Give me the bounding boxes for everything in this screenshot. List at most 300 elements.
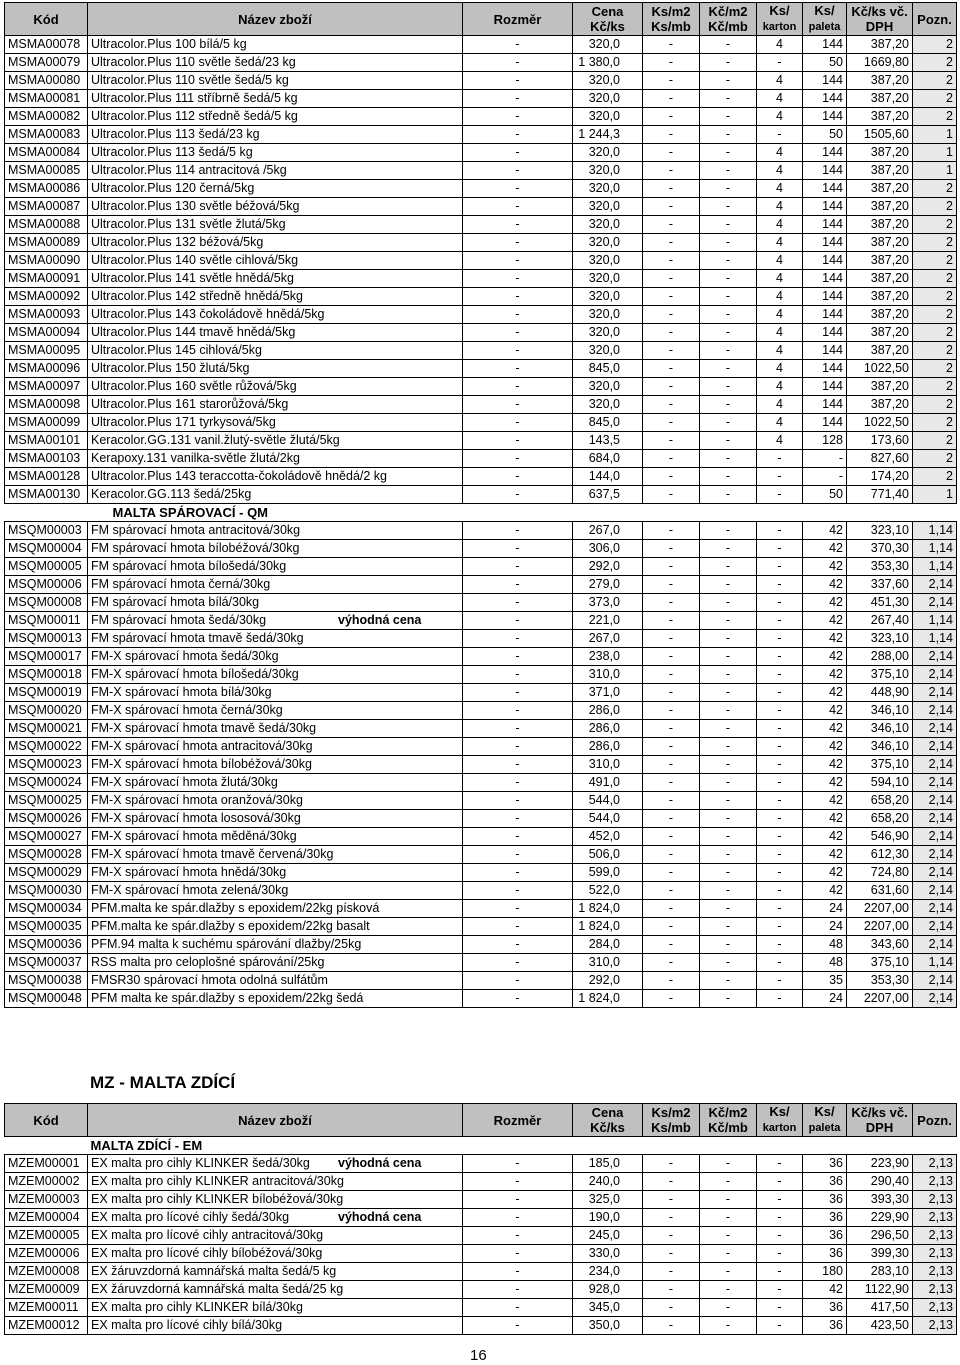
cell-pozn: 2 <box>913 252 957 270</box>
cell-kod: MSQM00048 <box>5 990 88 1008</box>
cell-cena: 1 824,0 <box>573 990 643 1008</box>
cell-ksm2: - <box>643 1209 700 1227</box>
cell-pozn: 2 <box>913 306 957 324</box>
cell-dph: 387,20 <box>847 378 913 396</box>
product-name: PFM.malta ke spár.dlažby s epoxidem/22kg basalt <box>91 919 370 933</box>
table-row <box>5 738 957 756</box>
cell-cena: 928,0 <box>573 1281 643 1299</box>
cell-karton: - <box>757 774 803 792</box>
cell-karton: - <box>757 1173 803 1191</box>
cell-kod: MSQM00008 <box>5 594 88 612</box>
cell-ksm2: - <box>643 252 700 270</box>
cell-kod: MZEM00001 <box>5 1155 88 1173</box>
product-name: FM-X spárovací hmota zelená/30kg <box>91 883 289 897</box>
cell-dph: 387,20 <box>847 342 913 360</box>
product-name: PFM.malta ke spár.dlažby s epoxidem/22kg písková <box>91 901 380 915</box>
table-row <box>5 108 957 126</box>
cell-kod: MSMA00101 <box>5 432 88 450</box>
cell-ksm2: - <box>643 1263 700 1281</box>
cell-karton: 4 <box>757 288 803 306</box>
cell-paleta: 144 <box>803 72 847 90</box>
cell-dph: 296,50 <box>847 1227 913 1245</box>
product-name: FM-X spárovací hmota tmavě červená/30kg <box>91 847 334 861</box>
cell-pozn: 2 <box>913 198 957 216</box>
cell-ksm2: - <box>643 432 700 450</box>
table-row <box>5 144 957 162</box>
cell-pozn: 2 <box>913 468 957 486</box>
cell-ksm2: - <box>643 468 700 486</box>
cell-paleta: 36 <box>803 1191 847 1209</box>
table-row <box>5 1155 957 1173</box>
cell-ksm2: - <box>643 972 700 990</box>
cell-paleta: 42 <box>803 1281 847 1299</box>
cell-cena: 1 824,0 <box>573 918 643 936</box>
cell-ksm2: - <box>643 126 700 144</box>
cell-paleta: 128 <box>803 432 847 450</box>
cell-kod: MSMA00091 <box>5 270 88 288</box>
cell-kcm2: - <box>700 360 757 378</box>
product-name: Ultracolor.Plus 140 světle cihlová/5kg <box>91 253 299 267</box>
product-name: EX žáruvzdorná kamnářská malta šedá/25 kg <box>91 1282 344 1296</box>
cell-cena: 234,0 <box>573 1263 643 1281</box>
cell-rozmer: - <box>463 900 573 918</box>
cell-pozn: 2,13 <box>913 1227 957 1245</box>
col-nazev: Název zboží <box>88 3 463 36</box>
cell-kcm2: - <box>700 1191 757 1209</box>
cell-kcm2: - <box>700 1299 757 1317</box>
cell-karton: 4 <box>757 342 803 360</box>
cell-pozn: 1 <box>913 162 957 180</box>
cell-cena: 320,0 <box>573 36 643 54</box>
product-name: Ultracolor.Plus 114 antracitová /5kg <box>91 163 287 177</box>
table-row <box>5 720 957 738</box>
cell-karton: - <box>757 882 803 900</box>
cell-ksm2: - <box>643 918 700 936</box>
cell-pozn: 2,13 <box>913 1191 957 1209</box>
cell-karton: - <box>757 792 803 810</box>
cell-cena: 373,0 <box>573 594 643 612</box>
cell-nazev <box>88 432 463 450</box>
cell-karton: - <box>757 1245 803 1263</box>
table-row <box>5 126 957 144</box>
cell-pozn: 2,14 <box>913 702 957 720</box>
table-row <box>5 342 957 360</box>
cell-rozmer: - <box>463 612 573 630</box>
cell-kod: MZEM00008 <box>5 1263 88 1281</box>
cell-ksm2: - <box>643 774 700 792</box>
product-name: FM-X spárovací hmota černá/30kg <box>91 703 283 717</box>
cell-pozn: 2,14 <box>913 756 957 774</box>
product-name: Ultracolor.Plus 141 světle hnědá/5kg <box>91 271 294 285</box>
cell-dph: 387,20 <box>847 252 913 270</box>
cell-kcm2: - <box>700 810 757 828</box>
cell-karton: 4 <box>757 108 803 126</box>
cell-cena: 320,0 <box>573 288 643 306</box>
cell-ksm2: - <box>643 864 700 882</box>
cell-karton: 4 <box>757 72 803 90</box>
cell-ksm2: - <box>643 558 700 576</box>
cell-ksm2: - <box>643 828 700 846</box>
cell-paleta: 144 <box>803 162 847 180</box>
cell-nazev <box>88 396 463 414</box>
product-name: Kerapoxy.131 vanilka-světle žlutá/2kg <box>91 451 300 465</box>
table-row <box>5 1191 957 1209</box>
product-name: Ultracolor.Plus 132 béžová/5kg <box>91 235 264 249</box>
cell-pozn: 1 <box>913 126 957 144</box>
cell-paleta: 144 <box>803 360 847 378</box>
cell-pozn: 2,14 <box>913 576 957 594</box>
cell-karton: - <box>757 540 803 558</box>
cell-kod: MSMA00103 <box>5 450 88 468</box>
cell-cena: 599,0 <box>573 864 643 882</box>
cell-kod: MSMA00128 <box>5 468 88 486</box>
table-row <box>5 648 957 666</box>
cell-dph: 1022,50 <box>847 360 913 378</box>
cell-kcm2: - <box>700 720 757 738</box>
cell-cena: 1 824,0 <box>573 900 643 918</box>
cell-kcm2: - <box>700 684 757 702</box>
cell-ksm2: - <box>643 702 700 720</box>
product-name: Ultracolor.Plus 111 stříbrně šedá/5 kg <box>91 91 298 105</box>
cell-nazev <box>88 576 463 594</box>
col-ksm2: Ks/m2 Ks/mb <box>643 3 700 36</box>
cell-dph: 1122,90 <box>847 1281 913 1299</box>
cell-ksm2: - <box>643 342 700 360</box>
col-paleta: Ks/ paleta <box>803 3 847 36</box>
product-name: FM-X spárovací hmota bílá/30kg <box>91 685 272 699</box>
cell-kod: MSQM00027 <box>5 828 88 846</box>
table-row <box>5 828 957 846</box>
cell-paleta: 42 <box>803 882 847 900</box>
cell-dph: 290,40 <box>847 1173 913 1191</box>
cell-cena: 190,0 <box>573 1209 643 1227</box>
table-row <box>5 522 957 540</box>
cell-paleta: 35 <box>803 972 847 990</box>
cell-nazev <box>88 612 463 630</box>
cell-kcm2: - <box>700 666 757 684</box>
product-name: Ultracolor.Plus 142 středně hnědá/5kg <box>91 289 303 303</box>
cell-rozmer: - <box>463 666 573 684</box>
cell-rozmer: - <box>463 360 573 378</box>
cell-ksm2: - <box>643 216 700 234</box>
cell-cena: 350,0 <box>573 1317 643 1335</box>
cell-nazev <box>88 1155 463 1173</box>
advantage-label: výhodná cena <box>338 1210 422 1224</box>
cell-kcm2: - <box>700 144 757 162</box>
cell-paleta: 36 <box>803 1317 847 1335</box>
table-row <box>5 162 957 180</box>
cell-kod: MSQM00006 <box>5 576 88 594</box>
cell-dph: 594,10 <box>847 774 913 792</box>
cell-nazev <box>88 864 463 882</box>
table-row <box>5 306 957 324</box>
cell-cena: 345,0 <box>573 1299 643 1317</box>
cell-nazev <box>88 72 463 90</box>
product-name: Ultracolor.Plus 171 tyrkysová/5kg <box>91 415 276 429</box>
table-row <box>5 864 957 882</box>
cell-paleta: 180 <box>803 1263 847 1281</box>
product-name: PFM malta ke spár.dlažby s epoxidem/22kg šedá <box>91 991 364 1005</box>
cell-kcm2: - <box>700 36 757 54</box>
cell-nazev <box>88 1263 463 1281</box>
cell-paleta: 144 <box>803 306 847 324</box>
cell-paleta: 42 <box>803 756 847 774</box>
cell-rozmer: - <box>463 990 573 1008</box>
table-row <box>5 1299 957 1317</box>
col-rozmer: Rozměr <box>463 3 573 36</box>
cell-rozmer: - <box>463 198 573 216</box>
cell-paleta: 42 <box>803 594 847 612</box>
cell-kod: MSQM00004 <box>5 540 88 558</box>
cell-paleta: 144 <box>803 378 847 396</box>
cell-paleta: 144 <box>803 108 847 126</box>
cell-cena: 320,0 <box>573 306 643 324</box>
cell-kcm2: - <box>700 324 757 342</box>
cell-cena: 286,0 <box>573 720 643 738</box>
cell-kod: MSQM00035 <box>5 918 88 936</box>
cell-rozmer: - <box>463 954 573 972</box>
cell-ksm2: - <box>643 486 700 504</box>
cell-cena: 320,0 <box>573 144 643 162</box>
cell-pozn: 2,14 <box>913 594 957 612</box>
cell-rozmer: - <box>463 1299 573 1317</box>
cell-nazev <box>88 360 463 378</box>
cell-nazev <box>88 702 463 720</box>
cell-pozn: 1,14 <box>913 540 957 558</box>
section-title-qm: MALTA SPÁROVACÍ - QM <box>112 505 269 520</box>
cell-ksm2: - <box>643 810 700 828</box>
cell-rozmer: - <box>463 1209 573 1227</box>
cell-dph: 771,40 <box>847 486 913 504</box>
cell-pozn: 2,14 <box>913 720 957 738</box>
cell-rozmer: - <box>463 1191 573 1209</box>
cell-pozn: 2,14 <box>913 972 957 990</box>
advantage-label: výhodná cena <box>338 613 422 627</box>
cell-paleta: 48 <box>803 954 847 972</box>
cell-dph: 174,20 <box>847 468 913 486</box>
cell-kcm2: - <box>700 576 757 594</box>
table-row <box>5 468 957 486</box>
cell-karton: 4 <box>757 396 803 414</box>
cell-karton: - <box>757 1191 803 1209</box>
table-body-mzem <box>5 1155 957 1335</box>
advantage-label: výhodná cena <box>338 1156 422 1170</box>
product-name: FM-X spárovací hmota lososová/30kg <box>91 811 301 825</box>
cell-dph: 724,80 <box>847 864 913 882</box>
cell-pozn: 2 <box>913 90 957 108</box>
cell-cena: 320,0 <box>573 378 643 396</box>
cell-rozmer: - <box>463 774 573 792</box>
cell-dph: 323,10 <box>847 630 913 648</box>
col-kod: Kód <box>5 3 88 36</box>
cell-pozn: 2,14 <box>913 864 957 882</box>
cell-dph: 375,10 <box>847 666 913 684</box>
table-row <box>5 900 957 918</box>
cell-kcm2: - <box>700 1227 757 1245</box>
cell-kod: MSQM00024 <box>5 774 88 792</box>
cell-rozmer: - <box>463 414 573 432</box>
cell-nazev <box>88 198 463 216</box>
cell-dph: 387,20 <box>847 234 913 252</box>
cell-karton: 4 <box>757 216 803 234</box>
product-name: FM-X spárovací hmota tmavě šedá/30kg <box>91 721 317 735</box>
cell-dph: 1669,80 <box>847 54 913 72</box>
cell-ksm2: - <box>643 738 700 756</box>
cell-cena: 506,0 <box>573 846 643 864</box>
cell-paleta: 42 <box>803 648 847 666</box>
cell-nazev <box>88 162 463 180</box>
cell-nazev <box>88 756 463 774</box>
cell-nazev <box>88 522 463 540</box>
col-dph: Kč/ks vč. DPH <box>847 3 913 36</box>
cell-kod: MSMA00083 <box>5 126 88 144</box>
cell-paleta: 36 <box>803 1299 847 1317</box>
cell-ksm2: - <box>643 324 700 342</box>
cell-kcm2: - <box>700 648 757 666</box>
cell-kod: MSQM00026 <box>5 810 88 828</box>
cell-pozn: 1,14 <box>913 630 957 648</box>
section-title: MZ - MALTA ZDÍCÍ <box>90 1073 236 1092</box>
table-row <box>5 1317 957 1335</box>
cell-ksm2: - <box>643 360 700 378</box>
cell-dph: 2207,00 <box>847 918 913 936</box>
product-name: Ultracolor.Plus 144 tmavě hnědá/5kg <box>91 325 296 339</box>
cell-kcm2: - <box>700 1281 757 1299</box>
cell-cena: 320,0 <box>573 342 643 360</box>
cell-dph: 337,60 <box>847 576 913 594</box>
cell-karton: 4 <box>757 378 803 396</box>
cell-dph: 353,30 <box>847 558 913 576</box>
cell-rozmer: - <box>463 324 573 342</box>
cell-rozmer: - <box>463 162 573 180</box>
cell-cena: 371,0 <box>573 684 643 702</box>
cell-dph: 2207,00 <box>847 990 913 1008</box>
cell-pozn: 2,14 <box>913 846 957 864</box>
cell-paleta: 42 <box>803 684 847 702</box>
cell-kod: MSQM00029 <box>5 864 88 882</box>
cell-kod: MSQM00020 <box>5 702 88 720</box>
cell-ksm2: - <box>643 720 700 738</box>
cell-karton: - <box>757 648 803 666</box>
table-row <box>5 216 957 234</box>
cell-dph: 399,30 <box>847 1245 913 1263</box>
cell-kod: MSMA00093 <box>5 306 88 324</box>
cell-karton: 4 <box>757 90 803 108</box>
cell-karton: - <box>757 756 803 774</box>
cell-karton: - <box>757 468 803 486</box>
cell-karton: - <box>757 972 803 990</box>
cell-rozmer: - <box>463 864 573 882</box>
cell-dph: 387,20 <box>847 306 913 324</box>
cell-paleta: 144 <box>803 270 847 288</box>
cell-dph: 417,50 <box>847 1299 913 1317</box>
cell-dph: 387,20 <box>847 216 913 234</box>
cell-nazev <box>88 90 463 108</box>
table-row <box>5 972 957 990</box>
cell-paleta: 42 <box>803 576 847 594</box>
cell-rozmer: - <box>463 684 573 702</box>
cell-karton: - <box>757 1299 803 1317</box>
col-nazev: Název zboží <box>88 1104 463 1137</box>
product-name: EX malta pro lícové cihly šedá/30kg <box>91 1210 290 1224</box>
cell-rozmer: - <box>463 972 573 990</box>
cell-dph: 387,20 <box>847 90 913 108</box>
cell-kod: MSMA00098 <box>5 396 88 414</box>
cell-rozmer: - <box>463 540 573 558</box>
cell-cena: 320,0 <box>573 108 643 126</box>
cell-rozmer: - <box>463 594 573 612</box>
cell-ksm2: - <box>643 180 700 198</box>
cell-paleta: 144 <box>803 216 847 234</box>
cell-karton: - <box>757 738 803 756</box>
cell-dph: 346,10 <box>847 738 913 756</box>
product-name: Ultracolor.Plus 150 žlutá/5kg <box>91 361 250 375</box>
cell-ksm2: - <box>643 306 700 324</box>
cell-kod: MSMA00095 <box>5 342 88 360</box>
cell-ksm2: - <box>643 522 700 540</box>
table-row <box>5 594 957 612</box>
cell-kod: MSQM00023 <box>5 756 88 774</box>
cell-nazev <box>88 126 463 144</box>
cell-kcm2: - <box>700 630 757 648</box>
table-row <box>5 1281 957 1299</box>
cell-paleta: 144 <box>803 288 847 306</box>
cell-dph: 393,30 <box>847 1191 913 1209</box>
cell-cena: 310,0 <box>573 666 643 684</box>
cell-karton: - <box>757 576 803 594</box>
cell-kcm2: - <box>700 1209 757 1227</box>
cell-rozmer: - <box>463 846 573 864</box>
cell-paleta: - <box>803 468 847 486</box>
cell-nazev <box>88 828 463 846</box>
cell-pozn: 2 <box>913 450 957 468</box>
table-row <box>5 90 957 108</box>
cell-paleta: 24 <box>803 918 847 936</box>
cell-nazev <box>88 288 463 306</box>
col-paleta: Ks/ paleta <box>803 1104 847 1137</box>
cell-pozn: 1,14 <box>913 522 957 540</box>
cell-karton: - <box>757 126 803 144</box>
cell-rozmer: - <box>463 558 573 576</box>
cell-paleta: 144 <box>803 252 847 270</box>
table-row <box>5 234 957 252</box>
cell-karton: - <box>757 666 803 684</box>
cell-kcm2: - <box>700 522 757 540</box>
cell-kod: MSMA00090 <box>5 252 88 270</box>
cell-karton: - <box>757 558 803 576</box>
table-body-msqm <box>5 522 957 1008</box>
product-name: FM spárovací hmota černá/30kg <box>91 577 271 591</box>
table-row <box>5 54 957 72</box>
cell-kcm2: - <box>700 594 757 612</box>
cell-karton: 4 <box>757 306 803 324</box>
cell-karton: 4 <box>757 270 803 288</box>
cell-karton: - <box>757 594 803 612</box>
product-name: FM spárovací hmota antracitová/30kg <box>91 523 301 537</box>
product-name: EX malta pro cihly KLINKER bílobéžová/30kg <box>91 1192 344 1206</box>
page-number: 16 <box>470 1347 487 1364</box>
cell-karton: 4 <box>757 234 803 252</box>
cell-kcm2: - <box>700 1263 757 1281</box>
cell-karton: 4 <box>757 324 803 342</box>
cell-kcm2: - <box>700 468 757 486</box>
cell-pozn: 2 <box>913 324 957 342</box>
cell-rozmer: - <box>463 576 573 594</box>
cell-cena: 267,0 <box>573 522 643 540</box>
cell-nazev <box>88 720 463 738</box>
cell-dph: 387,20 <box>847 396 913 414</box>
cell-dph: 387,20 <box>847 288 913 306</box>
